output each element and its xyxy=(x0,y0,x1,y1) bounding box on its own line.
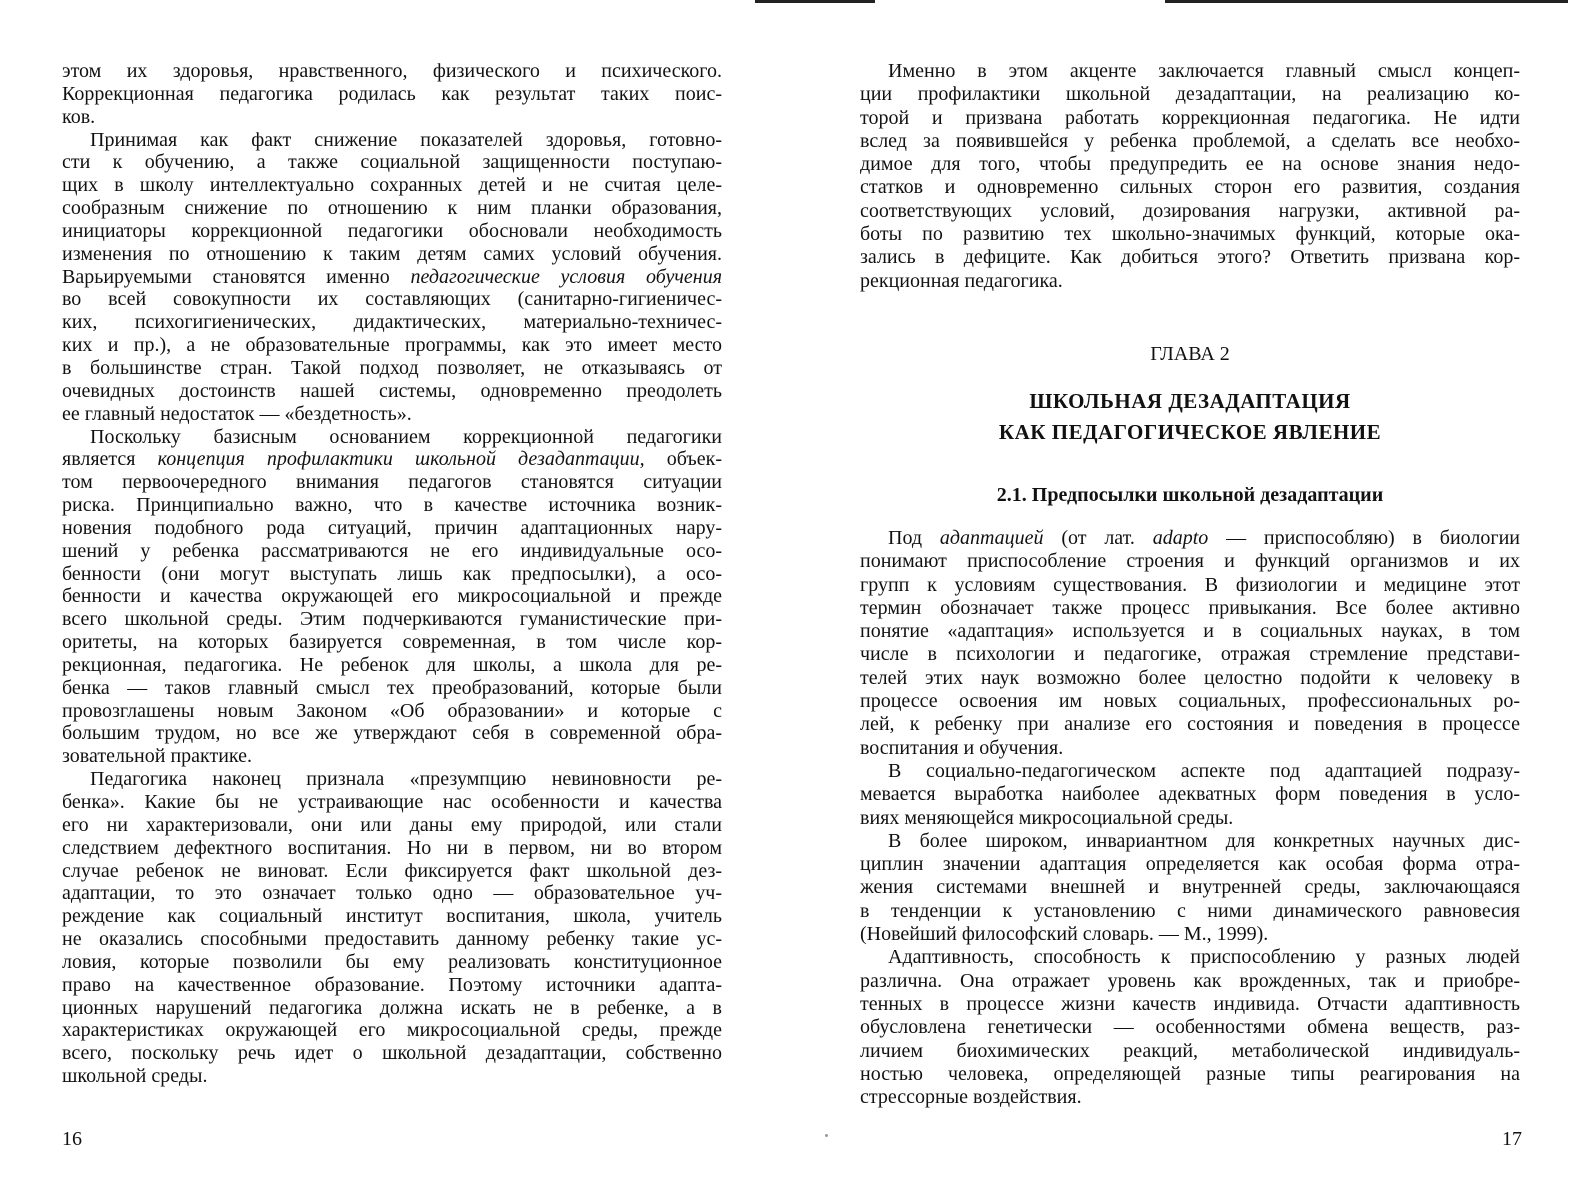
text-line: стрессорные воздействия. xyxy=(860,1086,1082,1109)
text-line: ких, психогигиенических, дидактических, материально-техничес- xyxy=(62,311,722,334)
text-line: большим трудом, но все же утверждают себя в современной обра- xyxy=(62,722,722,745)
text-line: в большинстве стран. Такой подход позволяет, не отказываясь от xyxy=(62,356,722,379)
text-line: очевидных достоинств нашей системы, одновременно преодолеть xyxy=(62,379,722,402)
text-line: случае ребенок не виноват. Если фиксируется факт школьной дез- xyxy=(62,859,722,882)
text-line: провозглашены новым Законом «Об образовании» и которые с xyxy=(62,699,722,722)
right-page-intro-text xyxy=(860,60,1520,293)
text-line: циплин значении адаптация определяется как особая форма отра- xyxy=(860,853,1520,876)
text-line: групп к условиям существования. В физиологии и медицине этот xyxy=(860,573,1520,596)
text-line: шений у ребенка рассматриваются не его индивидуальные осо- xyxy=(62,539,722,562)
text-line: следствием дефектного воспитания. Но ни в первом, ни во втором xyxy=(62,836,722,859)
page-number-right: 17 xyxy=(1502,1128,1522,1150)
text-line: лей, к ребенку при анализе его состояния и поведения в процессе xyxy=(860,713,1520,736)
text-line: всего школьной среды. Этим подчеркиваются гуманистические при- xyxy=(62,608,722,631)
text-line: числе в психологии и педагогике, отражая стремление представи- xyxy=(860,643,1520,666)
text-line: бенности (они могут выступать лишь как предпосылки), а осо- xyxy=(62,562,722,585)
text-line: всего, поскольку речь идет о школьной дезадаптации, собственно xyxy=(62,1042,722,1065)
text-segment: Под xyxy=(888,527,940,549)
text-line: ционных нарушений педагогика должна искать не в ребенке, а в xyxy=(62,996,722,1019)
text-line: бенка — таков главный смысл тех преобразований, которые были xyxy=(62,676,722,699)
italic-term: педагогические условия обучения xyxy=(410,265,722,288)
text-line: ностью человека, определяющей разные типы реагирования на xyxy=(860,1062,1520,1085)
text-line: различна. Она отражает уровень как врожденных, так и приобре- xyxy=(860,969,1520,992)
text-line: тенных в процессе жизни качеств индивида. Отчасти адаптивность xyxy=(860,992,1520,1015)
text-line: оритеты, на которых базируется современная, в том числе кор- xyxy=(62,631,722,654)
text-line: В более широком, инвариантном для конкретных научных дис- xyxy=(888,829,1520,852)
paragraph xyxy=(860,60,1520,293)
text-line: Педагогика наконец признала «презумпцию невиновности ре- xyxy=(90,768,722,791)
text-line xyxy=(860,527,1520,550)
scan-speck xyxy=(825,1134,828,1137)
chapter-label: ГЛАВА 2 xyxy=(1150,343,1230,365)
page-number-left: 16 xyxy=(62,1128,82,1150)
text-line: сти к обучению, а также социальной защищенности поступаю- xyxy=(62,151,722,174)
chapter-title-line2: КАК ПЕДАГОГИЧЕСКОЕ ЯВЛЕНИЕ xyxy=(998,420,1382,444)
italic-term: концепция профилактики школьной дезадаптации, xyxy=(157,448,645,471)
text-line: реждение как социальный институт воспитания, школа, учитель xyxy=(62,905,722,928)
text-line: Адаптивность, способность к приспособлению у разных людей xyxy=(888,946,1520,969)
text-segment: Варьируемыми становятся именно xyxy=(62,265,411,288)
text-line: не оказались способными предоставить данному ребенку такие ус- xyxy=(62,928,722,951)
text-line: Именно в этом акценте заключается главный смысл концеп- xyxy=(888,60,1520,82)
text-line: в тенденции к установлению с ними динамического равновесия xyxy=(860,899,1520,922)
paragraph xyxy=(62,426,722,769)
text-line xyxy=(62,266,722,289)
text-line: характеристиках окружающей его микросоциальной среды, прежде xyxy=(62,1019,722,1042)
text-line: рекционная педагогика. xyxy=(860,269,1063,292)
text-line: мевается выработка наиболее адекватных форм поведения в усло- xyxy=(860,783,1520,806)
italic-term: adapto xyxy=(1152,527,1209,549)
text-line: инициаторы коррекционной педагогики обосновали необходимость xyxy=(62,219,722,242)
paragraph xyxy=(860,830,1520,946)
text-line: термин обозначает также процесс привыкания. Все более активно xyxy=(860,596,1520,619)
text-line: Поскольку базисным основанием коррекционной педагогики xyxy=(90,425,722,448)
text-line: воспитания и обучения. xyxy=(860,736,1064,759)
text-line: право на качественное образование. Поэтому источники адапта- xyxy=(62,973,722,996)
paragraph xyxy=(860,527,1520,760)
paragraph xyxy=(860,946,1520,1109)
scan-edge-mark xyxy=(755,0,875,3)
text-line: новения подобного рода ситуаций, причин адаптационных нару- xyxy=(62,516,722,539)
text-line: его ни характеризовали, они или даны ему природой, или стали xyxy=(62,813,722,836)
text-line: статков и одновременно сильных сторон его развития, создания xyxy=(860,176,1520,199)
text-line: Принимая как факт снижение показателей здоровья, готовно- xyxy=(90,128,722,151)
text-line: вслед за появившейся у ребенка проблемой, а сделать все необхо- xyxy=(860,129,1520,152)
text-line: щих в школу интеллектуально сохранных детей и не считая целе- xyxy=(62,174,722,197)
text-line: (Новейший философский словарь. — М., 1999). xyxy=(860,923,1269,946)
text-segment: — приспособляю) в биологии xyxy=(1208,527,1520,549)
text-line: обусловлена генетически — особенностями обмена веществ, раз- xyxy=(860,1016,1520,1039)
chapter-title-line1: ШКОЛЬНАЯ ДЕЗАДАПТАЦИЯ xyxy=(1029,389,1351,413)
paragraph xyxy=(62,768,722,1088)
text-segment: объек- xyxy=(644,448,723,471)
text-line: адаптации, то это означает только одно — образовательное уч- xyxy=(62,882,722,905)
text-line: бенности и качества окружающей его микросоциальной и прежде xyxy=(62,585,722,608)
text-line: ее главный недостаток — «бездетность». xyxy=(62,402,412,425)
text-line: телей этих наук возможно более целостно подойти к человеку в xyxy=(860,666,1520,689)
text-line: соответствующих условий, дозирования нагрузки, активной ра- xyxy=(860,199,1520,222)
text-line: зовательной практике. xyxy=(62,745,253,768)
text-line: Коррекционная педагогика родилась как результат таких поис- xyxy=(62,82,722,105)
scan-edge-mark xyxy=(1165,0,1568,3)
text-line: ловия, которые позволили бы ему реализовать конституционное xyxy=(62,950,722,973)
text-line: личием биохимических реакций, метаболической индивидуаль- xyxy=(860,1039,1520,1062)
text-line: зались в дефиците. Как добиться этого? Ответить призвана кор- xyxy=(860,246,1520,269)
text-segment: является xyxy=(62,448,158,471)
paragraph xyxy=(62,129,722,426)
text-line xyxy=(62,448,722,471)
text-line: понятие «адаптация» используется и в социальных науках, в том xyxy=(860,620,1520,643)
text-line: торой и призвана работать коррекционная педагогика. Не идти xyxy=(860,106,1520,129)
text-line: понимают приспособление строения и функций организмов и их xyxy=(860,550,1520,573)
right-page-body-text xyxy=(860,527,1520,1109)
text-line: боты по развитию тех школьно-значимых функций, которые ока- xyxy=(860,223,1520,246)
text-line: школьной среды. xyxy=(62,1065,208,1088)
text-line: том первоочередного внимания педагогов становятся ситуации xyxy=(62,471,722,494)
italic-term: адаптацией xyxy=(939,527,1044,549)
section-heading: 2.1. Предпосылки школьной дезадаптации xyxy=(996,484,1384,506)
text-line: ков. xyxy=(62,105,96,128)
text-segment: (от лат. xyxy=(1043,527,1153,549)
text-line: изменения по отношению к таким детям самих условий обучения. xyxy=(62,242,722,265)
text-line: В социально-педагогическом аспекте под адаптацией подразу- xyxy=(888,759,1520,782)
text-line: жения системами внешней и внутренней среды, заключающаяся xyxy=(860,876,1520,899)
text-line: димое для того, чтобы предупредить ее на основе знания недо- xyxy=(860,153,1520,176)
text-line: риска. Принципиально важно, что в качестве источника возник- xyxy=(62,494,722,517)
text-line: ции профилактики школьной дезадаптации, на реализацию ко- xyxy=(860,83,1520,106)
text-line: виях меняющейся микросоциальной среды. xyxy=(860,806,1234,829)
text-line: ких и пр.), а не образовательные программы, как это имеет место xyxy=(62,334,722,357)
paragraph xyxy=(62,60,722,129)
text-line: процессе освоения им новых социальных, профессиональных ро- xyxy=(860,690,1520,713)
text-line: этом их здоровья, нравственного, физического и психического. xyxy=(62,60,722,82)
text-line: бенка». Какие бы не устраивающие нас особенности и качества xyxy=(62,791,722,813)
text-line: сообразным снижение по отношению к ним планки образования, xyxy=(62,197,722,220)
paragraph xyxy=(860,760,1520,830)
text-line: во всей совокупности их составляющих (санитарно-гигиеничес- xyxy=(62,288,722,311)
left-page-text xyxy=(62,60,722,1088)
text-line: рекционная, педагогика. Не ребенок для школы, а школа для ре- xyxy=(62,653,722,676)
